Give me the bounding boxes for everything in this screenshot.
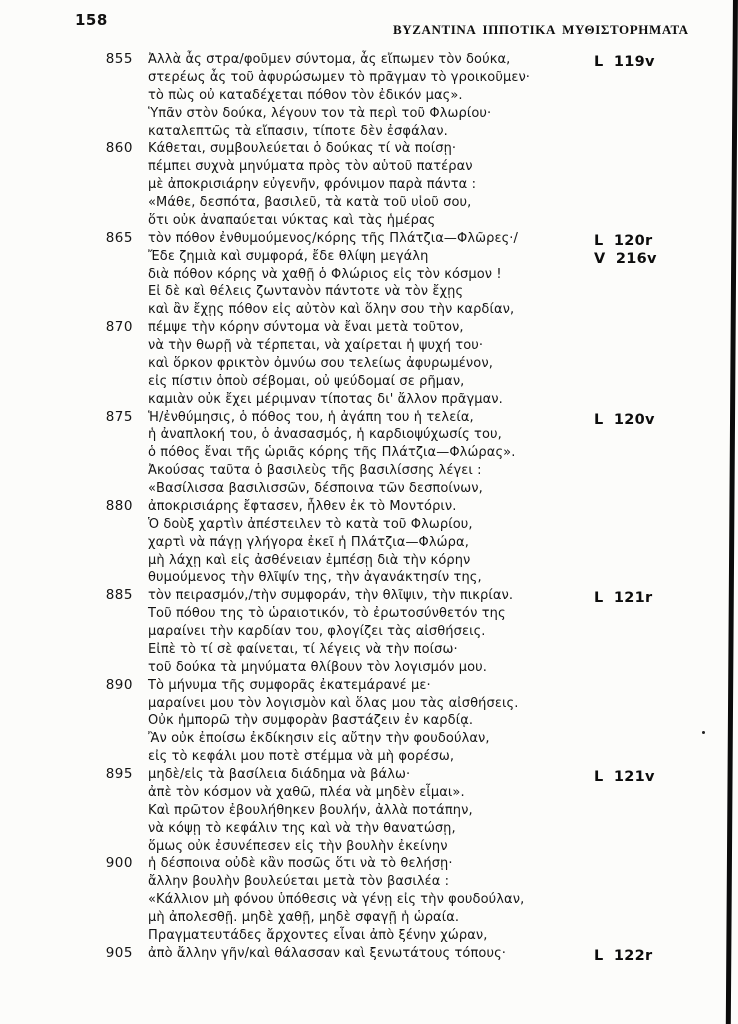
verse-text: ἡ ἀναπλοκή του, ὁ ἀνασασμός, ἡ καρδιοψύχωσίς του,	[148, 427, 502, 443]
verse-line	[0, 748, 738, 766]
verse-line	[0, 194, 738, 212]
verse-line	[0, 569, 738, 587]
verse-line	[0, 283, 738, 301]
verse-text: τὸ πὼς οὐ καταδέχεται πόθον τὸν ἐδικόν μας».	[148, 87, 463, 103]
verse-line	[0, 927, 738, 945]
verse-line	[0, 730, 738, 748]
verse-text: καὶ ὅρκον φρικτὸν ὀμνύω σου τελείως ἀφυρωμένον,	[148, 355, 493, 371]
verse-line	[0, 855, 738, 873]
verse-text: Ὑπᾶν στὸν δούκα, λέγουν τον τὰ περὶ τοῦ Φλωρίου·	[148, 105, 492, 121]
verse-line	[0, 802, 738, 820]
folio-margin-note: L 121v	[594, 769, 655, 786]
verse-line	[0, 534, 738, 552]
verse-text: θυμούμενος τὴν θλῖψίν της, τὴν ἀγανάκτησίν της,	[148, 570, 482, 586]
verse-line	[0, 820, 738, 838]
folio-margin-note: L 119v	[594, 54, 655, 70]
verse-number: 860	[105, 140, 133, 157]
verse-line	[0, 677, 738, 695]
verse-number: 890	[105, 676, 133, 693]
ink-speck	[702, 731, 705, 734]
verse-number: 870	[105, 319, 133, 336]
verse-text: Καὶ πρῶτον ἐβουλήθηκεν βουλήν, ἀλλὰ ποτάπην,	[148, 802, 473, 818]
folio-margin-note: L 122r	[594, 948, 653, 964]
verse-line	[0, 623, 738, 641]
verse-number: 875	[105, 408, 133, 425]
verse-text: καὶ ἂν ἔχῃς πόθον εἰς αὐτὸν καὶ ὅλην σου τὴν καρδίαν,	[148, 302, 515, 318]
verse-number: 865	[105, 229, 133, 246]
verse-line	[0, 355, 738, 373]
verse-line	[0, 909, 738, 927]
verse-line	[0, 695, 738, 713]
verse-text: Πραγματευτάδες ἄρχοντες εἶναι ἀπὸ ξένην χώραν,	[148, 927, 488, 943]
verse-text: καμιὰν οὐκ ἔχει μέριμναν τίποτας δι' ἄλλον πρᾶγμαν.	[148, 391, 503, 407]
verse-line	[0, 301, 738, 319]
verse-text: Ἡ/ἐνθύμησις, ὁ πόθος του, ἡ ἀγάπη του ἡ τελεία,	[148, 409, 474, 425]
verse-text: διὰ πόθον κόρης νὰ χαθῇ ὁ Φλώριος εἰς τὸν κόσμον !	[148, 266, 502, 282]
verse-line	[0, 641, 738, 659]
verse-line	[0, 87, 738, 105]
verse-line	[0, 516, 738, 534]
verse-text: Οὐκ ἠμπορῶ τὴν συμφορὰν βαστάζειν ἐν καρδίᾳ.	[148, 713, 474, 729]
verse-text: μαραίνει τὴν καρδίαν του, φλογίζει τὰς αἰσθήσεις.	[148, 624, 486, 639]
verse-text: εἰς τὸ κεφάλι μου ποτὲ στέμμα νὰ μὴ φορέσω,	[148, 749, 455, 765]
verse-number: 900	[105, 855, 133, 872]
verse-text: Τοῦ πόθου της τὸ ὡραιοτικόν, τὸ ἐρωτοσύνθετόν της	[148, 606, 506, 622]
verse-line	[0, 373, 738, 391]
verse-text: νὰ κόψῃ τὸ κεφάλιν της καὶ νὰ τὴν θανατώσῃ,	[148, 820, 456, 836]
verse-line	[0, 212, 738, 230]
verse-line	[0, 462, 738, 480]
verse-text: ἄλλην βουλὴν βουλεύεται μετὰ τὸν βασιλέα :	[148, 874, 450, 890]
verse-text: νὰ τὴν θωρῇ νὰ τέρπεται, νὰ χαίρεται ἡ ψυχή του·	[148, 338, 484, 353]
verse-number: 895	[105, 766, 133, 782]
verse-text: Κάθεται, συμβουλεύεται ὁ δούκας τί νὰ ποίσῃ·	[148, 141, 457, 157]
verse-text: ἀπὲ τὸν κόσμον νὰ χαθῶ, πλέα νὰ μηδὲν εἶμαι».	[148, 784, 465, 800]
verse-text: καταλεπτῶς τὰ εἴπασιν, τίποτε δὲν ἐσφάλαν.	[148, 123, 448, 139]
folio-margin-note: L 120r	[594, 232, 653, 249]
verse-line	[0, 605, 738, 623]
verse-line	[0, 319, 738, 337]
verse-line	[0, 784, 738, 802]
verse-line	[0, 426, 738, 444]
verse-line	[0, 123, 738, 141]
verse-text: χαρτὶ νὰ πάγῃ γλήγορα ἐκεῖ ἡ Πλάτζια—Φλώρα,	[148, 534, 469, 550]
folio-margin-note: V 216v	[594, 250, 657, 267]
verse-text: πέμπει συχνὰ μηνύματα πρὸς τὸν αὑτοῦ πατέραν	[148, 159, 473, 175]
verse-text: μηδὲ/εἰς τὰ βασίλεια διάδημα νὰ βάλω·	[148, 767, 411, 782]
verse-text: Ὁ δοὺξ χαρτὶν ἀπέστειλεν τὸ κατὰ τοῦ Φλωρίου,	[148, 516, 473, 532]
verse-text: πέμψε τὴν κόρην σύντομα νὰ ἔναι μετὰ τοῦτον,	[148, 320, 464, 336]
verse-line	[0, 712, 738, 730]
verse-number: 880	[105, 497, 133, 514]
verse-text: Ἂν οὐκ ἐποίσω ἐκδίκησιν εἰς αὔτην τὴν φουδούλαν,	[148, 731, 490, 747]
page-number: 158	[75, 11, 108, 29]
verse-line	[0, 480, 738, 498]
verse-lines	[0, 51, 738, 963]
verse-text: ὅτι οὐκ ἀναπαύεται νύκτας καὶ τὰς ἡμέρας	[148, 212, 436, 228]
verse-line	[0, 552, 738, 570]
verse-text: τοῦ δούκα τὰ μηνύματα θλίβουν τὸν λογισμόν μου.	[148, 659, 487, 675]
verse-line	[0, 498, 738, 516]
verse-text: μὴ λάχῃ καὶ εἰς ἀσθένειαν ἐμπέσῃ διὰ τὴν κόρην	[148, 552, 471, 568]
verse-text: Τὸ μήνυμα τῆς συμφορᾶς ἐκατεμάρανέ με·	[148, 677, 431, 693]
verse-text: Εἰ δὲ καὶ θέλεις ζωντανὸν πάντοτε νὰ τὸν ἔχῃς	[148, 284, 464, 300]
verse-text: στερέως ἆς τοῦ ἀφυρώσωμεν τὸ πρᾶγμαν τὸ γροικοῦμεν·	[148, 69, 531, 85]
verse-text: τὸν πειρασμόν,/τὴν συμφοράν, τὴν θλῖψιν, τὴν πικρίαν.	[148, 588, 514, 604]
verse-text: «Κάλλιον μὴ φόνου ὑπόθεσις νὰ γένῃ εἰς τὴν φουδούλαν,	[148, 892, 525, 908]
verse-line	[0, 105, 738, 123]
verse-line	[0, 891, 738, 909]
verse-number: 855	[105, 51, 133, 67]
verse-text: Ἀκούσας ταῦτα ὁ βασιλεὺς τῆς βασιλίσσης λέγει :	[148, 463, 482, 479]
verse-line	[0, 391, 738, 409]
verse-text: μὲ ἀποκρισιάρην εὐγενῆν, φρόνιμον παρὰ πάντα :	[148, 177, 477, 193]
folio-margin-note: L 121r	[594, 590, 653, 607]
verse-line	[0, 140, 738, 158]
verse-line	[0, 659, 738, 677]
verse-text: μαραίνει μου τὸν λογισμὸν καὶ ὅλας μου τὰς αἰσθήσεις.	[148, 695, 519, 711]
verse-number: 885	[105, 587, 133, 604]
verse-line	[0, 176, 738, 194]
verse-line	[0, 444, 738, 462]
verse-text: Εἰπὲ τὸ τί σὲ φαίνεται, τί λέγεις νὰ τὴν ποίσω·	[148, 641, 458, 657]
verse-text: μὴ ἀπολεσθῇ. μηδὲ χαθῇ, μηδὲ σφαγῇ ἡ ὡραία.	[148, 910, 460, 925]
running-title: ΒΥΖΑΝΤΙΝΑ ΙΠΠΟΤΙΚΑ ΜΥΘΙΣΤΟΡΗΜΑΤΑ	[393, 22, 689, 37]
verse-text: ὁ πόθος ἔναι τῆς ὡριᾶς κόρης τῆς Πλάτζια—Φλώρας».	[148, 445, 516, 461]
verse-text: «Μάθε, δεσπότα, βασιλεῦ, τὰ κατὰ τοῦ υἱοῦ σου,	[148, 195, 472, 210]
folio-margin-note: L 120v	[594, 411, 655, 428]
verse-line	[0, 266, 738, 284]
verse-line	[0, 69, 738, 87]
verse-text: ἡ δέσποινα οὐδὲ κἂν ποσῶς ὅτι νὰ τὸ θελήσῃ·	[148, 856, 453, 872]
verse-number: 905	[105, 944, 133, 961]
verse-text: Ἔδε ζημιὰ καὶ συμφορά, ἔδε θλίψη μεγάλη	[148, 248, 429, 264]
verse-text: ἀποκρισιάρης ἔφτασεν, ἦλθεν ἐκ τὸ Μοντόριν.	[148, 498, 457, 514]
verse-text: εἰς πίστιν ὁποὺ σέβομαι, οὐ ψεύδομαί σε ρῆμαν,	[148, 373, 465, 389]
verse-text: ἀπὸ ἄλλην γῆν/καὶ θάλασσαν καὶ ξενωτάτους τόπους·	[148, 945, 507, 961]
verse-text: Ἀλλὰ ἆς στρα/φοῦμεν σύντομα, ἆς εἴπωμεν τὸν δούκα,	[148, 52, 511, 67]
verse-text: «Βασίλισσα βασιλισσῶν, δέσποινα τῶν δεσποίνων,	[148, 481, 483, 496]
verse-text: ὅμως οὐκ ἐσυνέπεσεν εἰς τὴν βουλὴν ἐκείνην	[148, 838, 448, 854]
verse-line	[0, 158, 738, 176]
verse-line	[0, 838, 738, 856]
verse-line	[0, 873, 738, 891]
verse-line	[0, 337, 738, 355]
verse-text: τὸν πόθον ἐνθυμούμενος/κόρης τῆς Πλάτζια—Φλῶρες·/	[148, 230, 519, 246]
